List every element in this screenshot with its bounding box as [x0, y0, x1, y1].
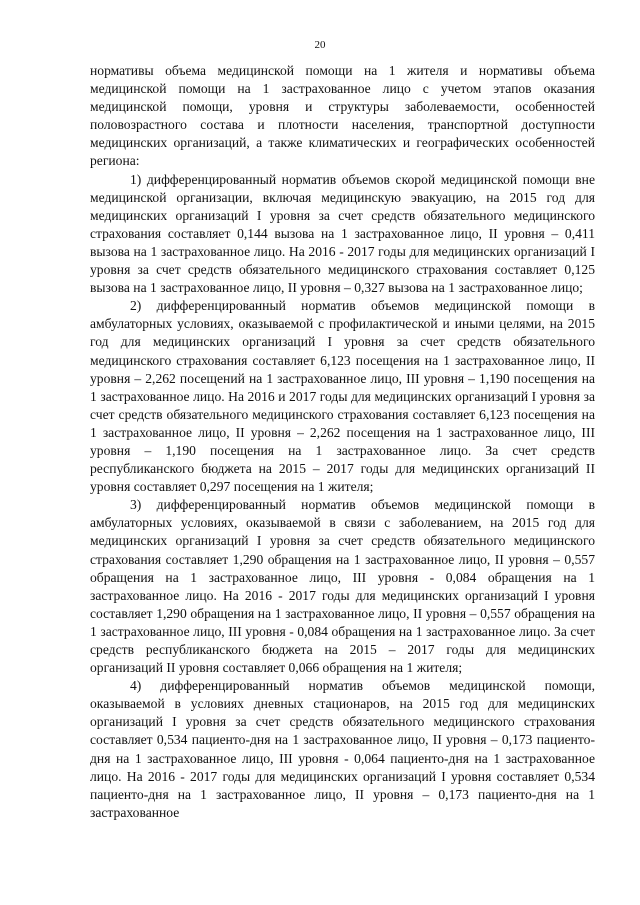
paragraph-item-1: 1) дифференцированный норматив объемов скорой медицинской помощи вне медицинской организации, включая медицинскую эвакуацию, на 2015 год для медицинских организаций I уровня за счет средств обязательного медицинского страхования составляет 0,144 вызова на 1 застрахованное лицо, II уровня – 0,411 вызова на 1 застрахованное лицо. На 2016 - 2017 годы для медицинских организаций I уровня за счет средств обязательного медицинского страхования составляет 0,125 вызова на 1 застрахованное лицо, II уровня – 0,327 вызова на 1 застрахованное лицо; — [90, 171, 595, 296]
paragraph-item-3: 3) дифференцированный норматив объемов медицинской помощи в амбулаторных условиях, оказываемой в связи с заболеванием, на 2015 год для медицинских организаций I уровня за счет средств обязательного медицинского страхования составляет 1,290 обращения на 1 застрахованное лицо, II уровня – 0,557 обращения на 1 застрахованное лицо, III уровня - 0,084 обращения на 1 застрахованное лицо. На 2016 - 2017 годы для медицинских организаций I уровня составляет 1,290 обращения на 1 застрахованное лицо, II уровня – 0,557 обращения на 1 застрахованное лицо, III уровня - 0,084 обращения на 1 застрахованное лицо. За счет средств республиканского бюджета на 2015 – 2017 годы для медицинских организаций II уровня составляет 0,066 обращения на 1 жителя; — [90, 497, 595, 676]
paragraph-item-4: 4) дифференцированный норматив объемов медицинской помощи, оказываемой в условиях дневных стационаров, на 2015 год для медицинских организаций I уровня за счет средств обязательного медицинского страхования составляет 0,534 пациенто-дня на 1 застрахованное лицо, II уровня – 0,173 пациенто-дня на 1 застрахованное лицо, III уровня - 0,064 пациенто-дня на 1 застрахованное лицо. На 2016 - 2017 годы для медицинских организаций I уровня составляет 0,534 пациенто-дня на 1 застрахованное лицо, II уровня – 0,173 пациенто-дня на 1 застрахованное — [90, 678, 595, 820]
paragraph-item-2: 2) дифференцированный норматив объемов медицинской помощи в амбулаторных условиях, оказываемой с профилактической и иными целями, на 2015 год для медицинских организаций I уровня за счет средств обязательного медицинского страхования составляет 6,123 посещения на 1 застрахованное лицо, II уровня – 2,262 посещений на 1 застрахованное лицо, III уровня – 1,190 посещения на 1 застрахованное лицо. На 2016 и 2017 годы для медицинских организаций I уровня за счет средств обязательного медицинского страхования составляет 6,123 посещения на 1 застрахованное лицо, II уровня – 2,262 посещения на 1 застрахованное лицо, III уровня – 1,190 посещения на 1 застрахованное лицо. За счет средств республиканского бюджета на 2015 – 2017 годы для медицинских организаций II уровня составляет 0,297 посещения на 1 жителя; — [90, 298, 595, 495]
page-number: 20 — [314, 39, 326, 51]
paragraph-intro: нормативы объема медицинской помощи на 1 жителя и нормативы объема медицинской помощи на 1 застрахованное лицо с учетом этапов оказания медицинской помощи, уровня и структуры заболеваемости, особенностей половозрастного состава и плотности населения, транспортной доступности медицинских организаций, а также климатических и географических особенностей региона: — [90, 63, 595, 169]
document-body — [90, 62, 595, 822]
